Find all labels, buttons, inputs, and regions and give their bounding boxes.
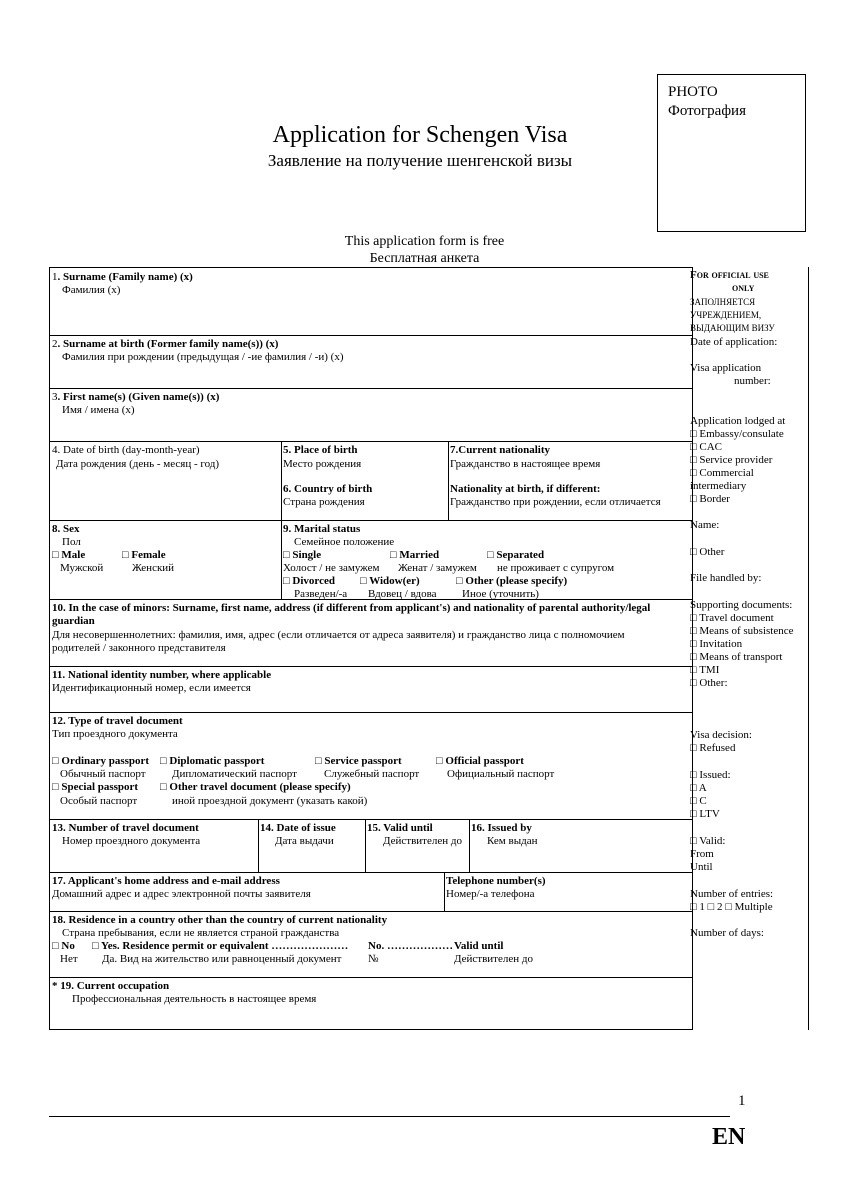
field-13-label: 13. Number of travel document: [52, 822, 199, 834]
field-15-label: 15. Valid until: [367, 822, 433, 834]
official-commercial-cont: intermediary: [690, 480, 747, 492]
sex-male-ru: Мужской: [60, 562, 104, 574]
official-transport-checkbox[interactable]: □ Means of transport: [690, 651, 783, 663]
marital-married-ru: Женат / замужем: [398, 562, 477, 574]
doc-diplomatic-ru: Дипломатический паспорт: [172, 768, 297, 780]
official-heading-ru-3: ВЫДАЮЩИМ ВИЗУ: [690, 323, 775, 333]
official-valid-from: From: [690, 848, 714, 860]
residence-no-ru: Нет: [60, 953, 78, 965]
field-17-label: 17. Applicant's home address and e-mail address: [52, 875, 280, 887]
field-2-label-ru: Фамилия при рождении (предыдущая / -ие фамилия / -и) (x): [62, 351, 344, 363]
field-3-label-ru: Имя / имена (x): [62, 404, 135, 416]
footer-rule: [49, 1116, 730, 1117]
official-ltv-checkbox[interactable]: □ LTV: [690, 808, 720, 820]
official-handled-by: File handled by:: [690, 572, 762, 584]
marital-widow-ru: Вдовец / вдова: [368, 588, 437, 600]
doc-service-checkbox[interactable]: □ Service passport: [315, 755, 402, 767]
field-9-label-ru: Семейное положение: [294, 536, 395, 548]
residence-no-checkbox[interactable]: □ No: [52, 940, 75, 952]
field-10-label-ru-cont: родителей / законного представителя: [52, 642, 226, 654]
official-other-checkbox[interactable]: □ Other: [690, 546, 725, 558]
official-refused-checkbox[interactable]: □ Refused: [690, 742, 736, 754]
photo-label: PHOTO: [668, 84, 718, 100]
field-17-label-ru: Домашний адрес и адрес электронной почты заявителя: [52, 888, 311, 900]
official-date-application: Date of application:: [690, 336, 778, 348]
language-code: EN: [712, 1124, 746, 1150]
doc-service-ru: Служебный паспорт: [324, 768, 420, 780]
official-heading-ru-2: УЧРЕЖДЕНИЕМ,: [690, 310, 762, 320]
official-name: Name:: [690, 519, 720, 531]
field-7-label: 7.Current nationality: [450, 444, 551, 456]
field-14-label-ru: Дата выдачи: [275, 835, 334, 847]
field-16-label-ru: Кем выдан: [487, 835, 538, 847]
page-number: 1: [738, 1093, 746, 1109]
official-visa-number-cont: number:: [734, 375, 771, 387]
official-visa-decision: Visa decision:: [690, 729, 752, 741]
photo-box: [657, 74, 806, 232]
page-title: Application for Schengen Visa: [272, 122, 568, 148]
residence-number-field[interactable]: No. ………………: [368, 940, 453, 952]
field-19-label-ru: Профессиональная деятельность в настоящее время: [72, 993, 317, 1005]
official-entries-options[interactable]: □ 1 □ 2 □ Multiple: [690, 901, 773, 913]
official-invitation-checkbox[interactable]: □ Invitation: [690, 638, 743, 650]
official-heading-only: only: [732, 282, 755, 294]
marital-married-checkbox[interactable]: □ Married: [390, 549, 440, 561]
field-9-label: 9. Marital status: [283, 523, 361, 535]
residence-valid-ru: Действителен до: [454, 953, 533, 965]
doc-ordinary-ru: Обычный паспорт: [60, 768, 146, 780]
sex-male-checkbox[interactable]: □ Male: [52, 549, 86, 561]
field-12-label-ru: Тип проездного документа: [52, 728, 178, 740]
residence-number-ru: №: [368, 953, 379, 965]
application-form: [49, 267, 693, 1030]
field-11-label-ru: Идентификационный номер, если имеется: [52, 682, 251, 694]
field-1-label-ru: Фамилия (x): [62, 284, 121, 296]
field-18-label: 18. Residence in a country other than the country of current nationality: [52, 914, 388, 926]
official-issued-checkbox[interactable]: □ Issued:: [690, 769, 731, 781]
doc-ordinary-checkbox[interactable]: □ Ordinary passport: [52, 755, 150, 767]
official-lodged: Application lodged at: [690, 415, 786, 427]
official-provider-checkbox[interactable]: □ Service provider: [690, 454, 773, 466]
official-use-column: [690, 267, 820, 1030]
field-2-label: 2. Surname at birth (Former family name(s)) (x): [52, 338, 279, 350]
marital-other-checkbox[interactable]: □ Other (please specify): [456, 575, 568, 587]
field-16-label: 16. Issued by: [471, 822, 532, 834]
field-10-label-ru: Для несовершеннолетних: фамилия, имя, адрес (если отличается от адреса заявителя) и гражданство лица с полномочием: [52, 629, 625, 641]
official-cac-checkbox[interactable]: □ CAC: [690, 441, 723, 453]
doc-official-checkbox[interactable]: □ Official passport: [436, 755, 524, 767]
free-notice: This application form is free: [344, 234, 505, 249]
official-other2-checkbox[interactable]: □ Other:: [690, 677, 728, 689]
official-supporting-docs: Supporting documents:: [690, 599, 793, 611]
marital-separated-ru: не проживает с супругом: [497, 562, 615, 574]
marital-other-ru: Иное (уточнить): [462, 588, 539, 600]
photo-label-ru: Фотография: [668, 103, 746, 119]
doc-official-ru: Официальный паспорт: [447, 768, 555, 780]
doc-other-checkbox[interactable]: □ Other travel document (please specify): [160, 781, 351, 793]
marital-divorced-checkbox[interactable]: □ Divorced: [283, 575, 335, 587]
official-number-entries: Number of entries:: [690, 888, 774, 900]
official-visa-number: Visa application: [690, 362, 762, 374]
marital-divorced-ru: Разведен/-а: [294, 588, 348, 600]
field-8-label: 8. Sex: [52, 523, 80, 535]
official-heading-ru-1: ЗАПОЛНЯЕТСЯ: [690, 297, 756, 307]
marital-separated-checkbox[interactable]: □ Separated: [487, 549, 545, 561]
official-heading: For official use: [690, 269, 769, 281]
residence-yes-checkbox[interactable]: □ Yes. Residence permit or equivalent …………………: [92, 940, 349, 952]
official-a-checkbox[interactable]: □ A: [690, 782, 707, 794]
doc-other-ru: иной проездной документ (указать какой): [172, 795, 368, 807]
field-18-label-ru: Страна пребывания, если не является страной гражданства: [62, 927, 340, 939]
field-15-label-ru: Действителен до: [383, 835, 462, 847]
field-6-label-ru: Страна рождения: [283, 496, 365, 508]
doc-diplomatic-checkbox[interactable]: □ Diplomatic passport: [160, 755, 265, 767]
doc-special-ru: Особый паспорт: [60, 795, 138, 807]
field-7b-label: Nationality at birth, if different:: [450, 483, 601, 495]
sex-female-ru: Женский: [132, 562, 175, 574]
field-3-label: 3. First name(s) (Given name(s)) (x): [52, 391, 220, 403]
doc-special-checkbox[interactable]: □ Special passport: [52, 781, 139, 793]
marital-single-checkbox[interactable]: □ Single: [283, 549, 322, 561]
official-c-checkbox[interactable]: □ C: [690, 795, 707, 807]
marital-widow-checkbox[interactable]: □ Widow(er): [360, 575, 420, 587]
field-6-label: 6. Country of birth: [283, 483, 373, 495]
official-valid-until: Until: [690, 861, 713, 873]
free-notice-ru: Бесплатная анкета: [369, 251, 480, 266]
field-13-label-ru: Номер проездного документа: [62, 835, 201, 847]
telephone-label-ru: Номер/-а телефона: [446, 888, 535, 900]
field-19-label: * 19. Current occupation: [52, 980, 170, 992]
field-7-label-ru: Гражданство в настоящее время: [450, 458, 601, 470]
field-12-label: 12. Type of travel document: [52, 715, 183, 727]
official-commercial-checkbox[interactable]: □ Commercial: [690, 467, 754, 479]
official-border-checkbox[interactable]: □ Border: [690, 493, 730, 505]
residence-valid-label: Valid until: [454, 940, 504, 952]
official-subsistence-checkbox[interactable]: □ Means of subsistence: [690, 625, 794, 637]
residence-yes-ru: Да. Вид на жительство или равноценный документ: [102, 953, 342, 965]
official-tmi-checkbox[interactable]: □ TMI: [690, 664, 720, 676]
marital-single-ru: Холост / не замужем: [283, 562, 380, 574]
field-10-label-cont: guardian: [52, 615, 95, 627]
field-4-label: 4. Date of birth (day-month-year): [52, 444, 200, 456]
official-number-days: Number of days:: [690, 927, 764, 939]
field-10-label: 10. In the case of minors: Surname, first name, address (if different from applicant's) and nationality of parental authority/legal: [52, 602, 651, 614]
telephone-label: Telephone number(s): [446, 875, 546, 887]
official-travel-doc-checkbox[interactable]: □ Travel document: [690, 612, 774, 624]
official-valid-checkbox[interactable]: □ Valid:: [690, 835, 726, 847]
field-8-label-ru: Пол: [62, 536, 81, 548]
field-1-label: 1. Surname (Family name) (x): [52, 271, 193, 283]
sex-female-checkbox[interactable]: □ Female: [122, 549, 166, 561]
field-4-label-ru: Дата рождения (день - месяц - год): [56, 458, 220, 470]
field-7b-label-ru: Гражданство при рождении, если отличается: [450, 496, 661, 508]
official-embassy-checkbox[interactable]: □ Embassy/consulate: [690, 428, 784, 440]
field-5-label-ru: Место рождения: [283, 458, 362, 470]
field-11-label: 11. National identity number, where applicable: [52, 669, 272, 681]
field-5-label: 5. Place of birth: [283, 444, 358, 456]
page-title-ru: Заявление на получение шенгенской визы: [267, 151, 573, 170]
field-14-label: 14. Date of issue: [260, 822, 336, 834]
